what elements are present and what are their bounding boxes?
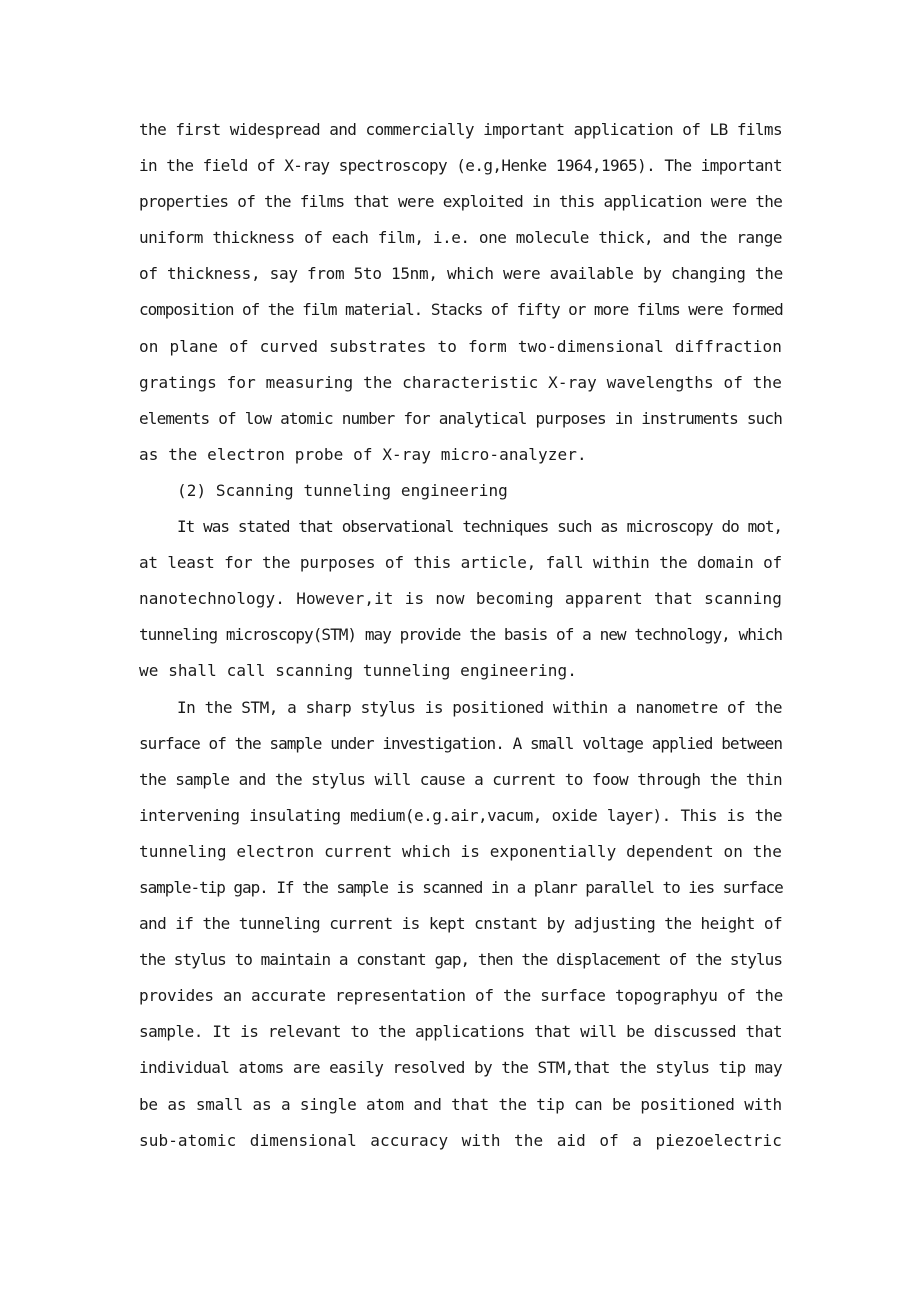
section-heading: (2) Scanning tunneling engineering (177, 480, 508, 500)
text-line: properties of the films that were exploited in this application were the (139, 192, 783, 212)
text-line: provides an accurate representation of the surface topographyu of the (139, 986, 783, 1006)
text-line: sub-atomic dimensional accuracy with the aid of a piezoelectric (139, 1130, 782, 1150)
text-line: nanotechnology. However,it is now becoming apparent that scanning (139, 589, 782, 609)
document-page (139, 112, 782, 1159)
text-line: It was stated that observational techniques such as microscopy do mot, (177, 517, 782, 537)
text-line: as the electron probe of X-ray micro-analyzer. (139, 444, 587, 464)
text-line: tunneling electron current which is exponentially dependent on the (139, 841, 782, 861)
text-line: the sample and the stylus will cause a current to foow through the thin (139, 769, 782, 789)
paragraph-observational (139, 509, 782, 689)
text-line: in the field of X-ray spectroscopy (e.g,Henke 1964,1965). The important (139, 156, 782, 176)
paragraph-stm (139, 690, 782, 1159)
text-line: gratings for measuring the characteristic X-ray wavelengths of the (139, 372, 782, 392)
text-line: tunneling microscopy(STM) may provide the basis of a new technology, which (139, 625, 782, 645)
text-line: the first widespread and commercially important application of LB films (139, 120, 782, 139)
text-line: at least for the purposes of this article, fall within the domain of (139, 553, 782, 573)
text-line: we shall call scanning tunneling engineering. (139, 661, 577, 681)
text-line: the stylus to maintain a constant gap, then the displacement of the stylus (139, 950, 782, 970)
text-line: elements of low atomic number for analytical purposes in instruments such (139, 408, 782, 428)
text-line: of thickness, say from 5to 15nm, which were available by changing the (139, 264, 783, 284)
text-line: on plane of curved substrates to form two-dimensional diffraction (139, 336, 782, 356)
text-line: sample-tip gap. If the sample is scanned in a planr parallel to ies surface (139, 877, 783, 897)
text-line: sample. It is relevant to the applications that will be discussed that (139, 1022, 782, 1042)
text-line: and if the tunneling current is kept cnstant by adjusting the height of (139, 914, 782, 934)
text-line: uniform thickness of each film, i.e. one molecule thick, and the range (139, 228, 782, 248)
text-line: individual atoms are easily resolved by the STM,that the stylus tip may (139, 1058, 782, 1078)
paragraph-lb-films (139, 112, 782, 473)
text-line: intervening insulating medium(e.g.air,vacum, oxide layer). This is the (139, 805, 782, 825)
text-line: In the STM, a sharp stylus is positioned within a nanometre of the (177, 697, 782, 717)
text-line: surface of the sample under investigation. A small voltage applied between (139, 733, 782, 753)
text-line: be as small as a single atom and that the tip can be positioned with (139, 1094, 782, 1114)
text-line: composition of the film material. Stacks of fifty or more films were formed (139, 300, 783, 320)
